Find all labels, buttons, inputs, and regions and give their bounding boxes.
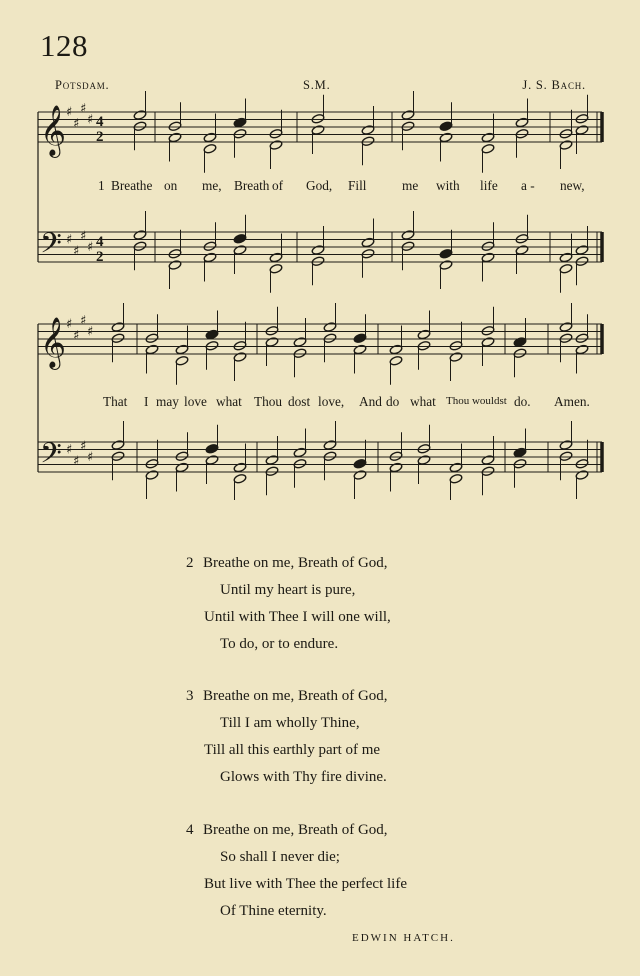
note-head [575,256,589,267]
sharp-sign: ♯ [80,101,87,117]
lyric-syllable: life [480,178,498,193]
note-head [265,455,279,466]
note-head [205,340,219,351]
note-head [353,470,367,481]
note-head [559,128,573,139]
note-head [168,132,182,143]
note-head [559,333,573,344]
sharp-sign: ♯ [87,324,94,340]
note-head [233,233,247,244]
note-head [417,329,431,340]
note-head [293,348,307,359]
note-head [481,455,495,466]
note-head [175,355,189,366]
note-head [269,140,283,151]
lyric-syllable: a - [521,178,535,193]
note-head [481,252,495,263]
note-head [311,113,325,124]
lyric-syllable: do. [514,394,531,409]
note-head [439,132,453,143]
note-head [323,451,337,462]
lyric-syllable: what [216,394,242,409]
lyric-syllable: me [402,178,419,193]
note-head [449,352,463,363]
note-head [311,256,325,267]
note-head [389,344,403,355]
lyric-syllable: dost [288,394,311,409]
note-head [233,245,247,256]
sharp-sign: ♯ [87,112,94,128]
sharp-sign: ♯ [73,328,80,344]
note-head [203,252,217,263]
note-head [559,322,573,333]
note-head [233,473,247,484]
lyric-syllable: what [410,394,436,409]
stanza-line: But live with Thee the perfect life [204,876,407,892]
note-head [513,337,527,348]
lyric-syllable: And [359,394,382,409]
lyric-syllable: on [164,178,178,193]
stanza-line: To do, or to endure. [220,636,339,652]
stanza-line: Glows with Thy fire divine. [220,769,387,785]
sharp-sign: ♯ [80,228,87,244]
stanza-number: 2 [186,555,194,571]
note-head [145,458,159,469]
note-head [145,344,159,355]
note-head [361,237,375,248]
lyric-syllable: love, [318,394,345,409]
tune-name: Potsdam. [55,78,110,92]
note-head [233,462,247,473]
note-head [559,263,573,274]
author-credit: EDWIN HATCH. [352,932,455,944]
note-head [401,230,415,241]
note-head [353,333,367,344]
lyric-syllable: with [436,178,460,193]
note-head [559,440,573,451]
sharp-sign: ♯ [87,450,94,465]
note-head [311,125,325,136]
note-head [515,117,529,128]
note-head [233,352,247,363]
note-head [133,241,147,252]
treble-clef: 𝄞 [40,105,67,156]
lyric-syllable: Breathe [111,178,153,193]
stanza-line: Breathe on me, Breath of God, [203,822,388,838]
stanza-line: Till I am wholly Thine, [220,715,360,731]
lyric-syllable: That [103,394,128,409]
note-head [145,470,159,481]
note-head [323,440,337,451]
lyric-syllable: I [144,394,149,409]
lyric-syllable: Thou [254,394,283,409]
note-head [361,125,375,136]
note-head [133,121,147,132]
note-head [559,252,573,263]
note-head [449,473,463,484]
note-head [575,125,589,136]
note-head [111,440,125,451]
note-head [417,443,431,454]
note-head [401,121,415,132]
lyric-syllable: do [386,394,400,409]
bass-clef: 𝄢 [40,227,62,267]
sharp-sign: ♯ [87,240,94,255]
lyric-syllable: Thou wouldst [446,395,507,407]
note-head [233,340,247,351]
lyrics-line-2 [0,394,640,412]
note-head [575,470,589,481]
note-head [439,121,453,132]
note-head [515,128,529,139]
note-head [111,333,125,344]
time-signature-bottom: 2 [96,129,104,145]
note-head [111,322,125,333]
note-head [168,121,182,132]
note-head [575,344,589,355]
note-head [265,325,279,336]
sharp-sign: ♯ [73,116,80,132]
note-head [575,245,589,256]
note-head [145,333,159,344]
note-head [175,344,189,355]
note-head [481,466,495,477]
lyric-syllable: of [272,178,284,193]
note-head [513,348,527,359]
note-head [439,260,453,271]
note-head [389,355,403,366]
note-head [203,241,217,252]
note-head [205,329,219,340]
lyric-syllable: God, [306,178,333,193]
note-head [575,113,589,124]
stanza-line: Until my heart is pure, [220,582,356,598]
note-head [293,337,307,348]
note-head [515,233,529,244]
note-head [449,340,463,351]
note-head [175,451,189,462]
note-head [293,458,307,469]
note-head [233,117,247,128]
staff-systems [38,91,602,500]
note-head [323,322,337,333]
note-head [205,443,219,454]
note-head [265,337,279,348]
sharp-sign: ♯ [73,243,80,259]
note-head [269,128,283,139]
note-head [513,458,527,469]
sharp-sign: ♯ [66,105,73,120]
note-head [481,143,495,154]
note-head [269,263,283,274]
sharp-sign: ♯ [80,313,87,329]
lyric-syllable: me, [202,178,222,193]
note-head [575,458,589,469]
note-head [203,143,217,154]
note-head [515,245,529,256]
note-head [481,325,495,336]
note-head [168,248,182,259]
composer: J. S. Bach. [522,78,586,92]
bass-clef: 𝄢 [40,437,62,477]
note-head [311,245,325,256]
sharp-sign: ♯ [73,453,80,469]
stanza-line: Breathe on me, Breath of God, [203,555,388,571]
meter: S.M. [303,78,331,92]
note-head [575,333,589,344]
note-head [389,462,403,473]
note-head [293,447,307,458]
stanza-line: Breathe on me, Breath of God, [203,688,388,704]
note-head [481,337,495,348]
note-head [481,132,495,143]
note-head [449,462,463,473]
stanza-number: 3 [186,688,194,704]
note-head [269,252,283,263]
stanza-line: Until with Thee I will one will, [204,609,391,625]
note-head [361,136,375,147]
note-head [203,132,217,143]
note-head [133,230,147,241]
note-head [205,455,219,466]
note-head [401,110,415,121]
stanza-line: So shall I never die; [220,849,340,865]
note-head [559,140,573,151]
note-head [513,447,527,458]
note-head [481,241,495,252]
note-head [111,451,125,462]
note-head [133,110,147,121]
lyric-amen: Amen. [554,394,590,409]
lyric-syllable: new, [560,178,585,193]
sharp-sign: ♯ [80,438,87,454]
note-head [168,260,182,271]
sharp-sign: ♯ [66,317,73,332]
note-head [361,248,375,259]
note-head [417,340,431,351]
sharp-sign: ♯ [66,232,73,248]
note-head [265,466,279,477]
lyric-syllable: love [184,394,207,409]
note-head [353,458,367,469]
note-head [233,128,247,139]
time-signature-bottom: 2 [96,249,104,265]
time-signature-top: 4 [96,234,104,250]
time-signature-top: 4 [96,114,104,130]
stanza-line: Of Thine eternity. [220,903,327,919]
note-head [353,344,367,355]
lyric-syllable: Breath [234,178,270,193]
note-head [559,451,573,462]
note-head [323,333,337,344]
note-head [439,248,453,259]
treble-clef: 𝄞 [40,317,67,368]
lyric-syllable: may [156,394,179,409]
note-head [417,455,431,466]
stanza-line: Till all this earthly part of me [204,742,381,758]
lyric-syllable: Fill [348,178,367,193]
lyrics-line-1 [0,178,640,196]
note-head [389,451,403,462]
note-head [401,241,415,252]
sharp-sign: ♯ [66,442,73,458]
hymn-number: 128 [40,28,88,63]
note-head [175,462,189,473]
stanza-number-1: 1 [98,178,105,193]
stanza-number: 4 [186,822,194,838]
